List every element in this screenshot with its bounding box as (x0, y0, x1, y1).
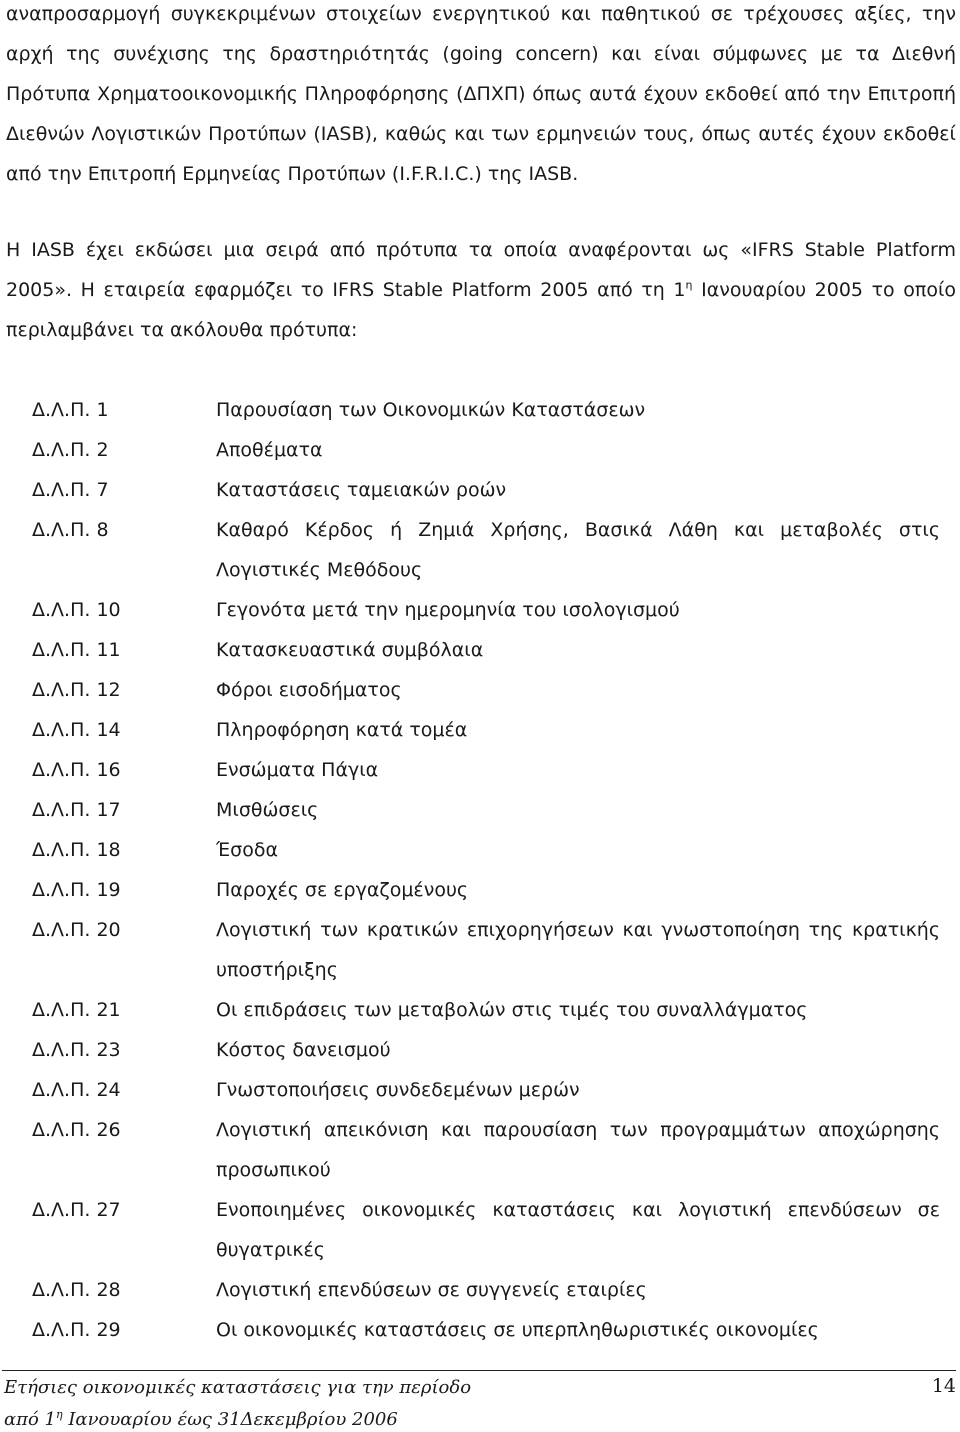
standard-title: Ενοποιημένες οικονομικές καταστάσεις και λογιστική επενδύσεων σε θυγατρικές (216, 1199, 940, 1261)
standard-title: Οι οικονομικές καταστάσεις σε υπερπληθωριστικές οικονομίες (216, 1319, 819, 1341)
standard-title: Οι επιδράσεις των μεταβολών στις τιμές του συναλλάγματος (216, 999, 808, 1021)
standard-row (32, 830, 940, 870)
standard-code: Δ.Λ.Π. 27 (32, 1199, 121, 1221)
standard-code: Δ.Λ.Π. 8 (32, 519, 109, 541)
standard-row (32, 790, 940, 830)
standard-title: Παρουσίαση των Οικονομικών Καταστάσεων (216, 399, 646, 421)
standard-title: Γεγονότα μετά την ημερομηνία του ισολογισμού (216, 599, 680, 621)
standard-code: Δ.Λ.Π. 14 (32, 719, 121, 741)
standard-code: Δ.Λ.Π. 11 (32, 639, 121, 661)
standard-title: Πληροφόρηση κατά τομέα (216, 719, 468, 741)
standard-title: Φόροι εισοδήματος (216, 679, 402, 701)
page-number: 14 (931, 1375, 956, 1397)
footer-report-title: Ετήσιες οικονομικές καταστάσεις για την περίοδο (4, 1377, 472, 1398)
standard-row (32, 1310, 940, 1350)
standard-code: Δ.Λ.Π. 28 (32, 1279, 121, 1301)
standard-row (32, 870, 940, 910)
standard-code: Δ.Λ.Π. 26 (32, 1119, 121, 1141)
standard-row (32, 430, 940, 470)
standard-code: Δ.Λ.Π. 2 (32, 439, 109, 461)
standard-row (32, 630, 940, 670)
standard-title: Παροχές σε εργαζομένους (216, 879, 469, 901)
footer-ordinal-superscript: η (56, 1408, 63, 1421)
standard-code: Δ.Λ.Π. 21 (32, 999, 121, 1021)
standard-title: Καταστάσεις ταμειακών ροών (216, 479, 507, 501)
standard-row (32, 990, 940, 1030)
standards-list (32, 390, 940, 1350)
standards-intro-paragraph (6, 230, 956, 350)
standard-title: Λογιστική των κρατικών επιχορηγήσεων και γνωστοποίηση της κρατικής υποστήριξης (216, 919, 940, 981)
standard-code: Δ.Λ.Π. 23 (32, 1039, 121, 1061)
standard-row (32, 390, 940, 430)
intro-paragraph: αναπροσαρμογή συγκεκριμένων στοιχείων ενεργητικού και παθητικού σε τρέχουσες αξίες, την αρχή της συνέχισης της δραστηριότητάς (going concern) και είναι σύμφωνες με τα Διεθνή Πρότυπα Χρηματοοικονομικής Πληροφόρησης (ΔΠΧΠ) όπως αυτά έχουν εκδοθεί από την Επιτροπή Διεθνών Λογιστικών Προτύπων (IASB), καθώς και των ερμηνειών τους, όπως αυτές έχουν εκδοθεί από την Επιτροπή Ερμηνείας Προτύπων (I.F.R.I.C.) της IASB. (6, 3, 956, 185)
standard-row (32, 710, 940, 750)
standard-title: Κατασκευαστικά συμβόλαια (216, 639, 484, 661)
standard-title: Λογιστική απεικόνιση και παρουσίαση των προγραμμάτων αποχώρησης προσωπικού (216, 1119, 940, 1181)
standard-title: Κόστος δανεισμού (216, 1039, 391, 1061)
standard-row (32, 1190, 940, 1270)
standard-row (32, 1270, 940, 1310)
standard-code: Δ.Λ.Π. 16 (32, 759, 121, 781)
standards-intro-text: Η IASB έχει εκδώσει μια σειρά από πρότυπα τα οποία αναφέρονται ως «IFRS Stable Platform 2005». Η εταιρεία εφαρμόζει το IFRS Stable Platform 2005 από τη 1 (6, 239, 956, 301)
standard-code: Δ.Λ.Π. 24 (32, 1079, 121, 1101)
page-footer (0, 1368, 960, 1432)
standard-row (32, 590, 940, 630)
standard-title: Γνωστοποιήσεις συνδεδεμένων μερών (216, 1079, 580, 1101)
ordinal-superscript: η (685, 278, 693, 292)
footer-period-suffix: Ιανουαρίου έως 31Δεκεμβρίου 2006 (62, 1409, 398, 1430)
standard-code: Δ.Λ.Π. 20 (32, 919, 121, 941)
standard-code: Δ.Λ.Π. 19 (32, 879, 121, 901)
standard-row (32, 1030, 940, 1070)
standard-code: Δ.Λ.Π. 18 (32, 839, 121, 861)
standard-code: Δ.Λ.Π. 1 (32, 399, 109, 421)
standard-row (32, 670, 940, 710)
standards-intro-text-continued: Ιανουαρίου 2005 το οποίο περιλαμβάνει τα ακόλουθα πρότυπα: (6, 279, 956, 341)
standard-code: Δ.Λ.Π. 17 (32, 799, 121, 821)
standard-row (32, 750, 940, 790)
standard-title: Αποθέματα (216, 439, 323, 461)
standard-title: Έσοδα (216, 839, 278, 861)
standard-code: Δ.Λ.Π. 10 (32, 599, 121, 621)
standard-code: Δ.Λ.Π. 12 (32, 679, 121, 701)
standard-row (32, 510, 940, 590)
standard-code: Δ.Λ.Π. 29 (32, 1319, 121, 1341)
footer-report-period (4, 1408, 398, 1432)
standard-title: Λογιστική επενδύσεων σε συγγενείς εταιρίες (216, 1279, 647, 1301)
footer-divider (2, 1370, 956, 1371)
standard-title: Ενσώματα Πάγια (216, 759, 379, 781)
standard-title: Καθαρό Κέρδος ή Ζημιά Χρήσης, Βασικά Λάθη και μεταβολές στις Λογιστικές Μεθόδους (216, 519, 940, 581)
standard-code: Δ.Λ.Π. 7 (32, 479, 109, 501)
standard-title: Μισθώσεις (216, 799, 319, 821)
standard-row (32, 470, 940, 510)
footer-period-prefix: από 1 (4, 1409, 56, 1430)
standard-row (32, 910, 940, 990)
standard-row (32, 1070, 940, 1110)
standard-row (32, 1110, 940, 1190)
